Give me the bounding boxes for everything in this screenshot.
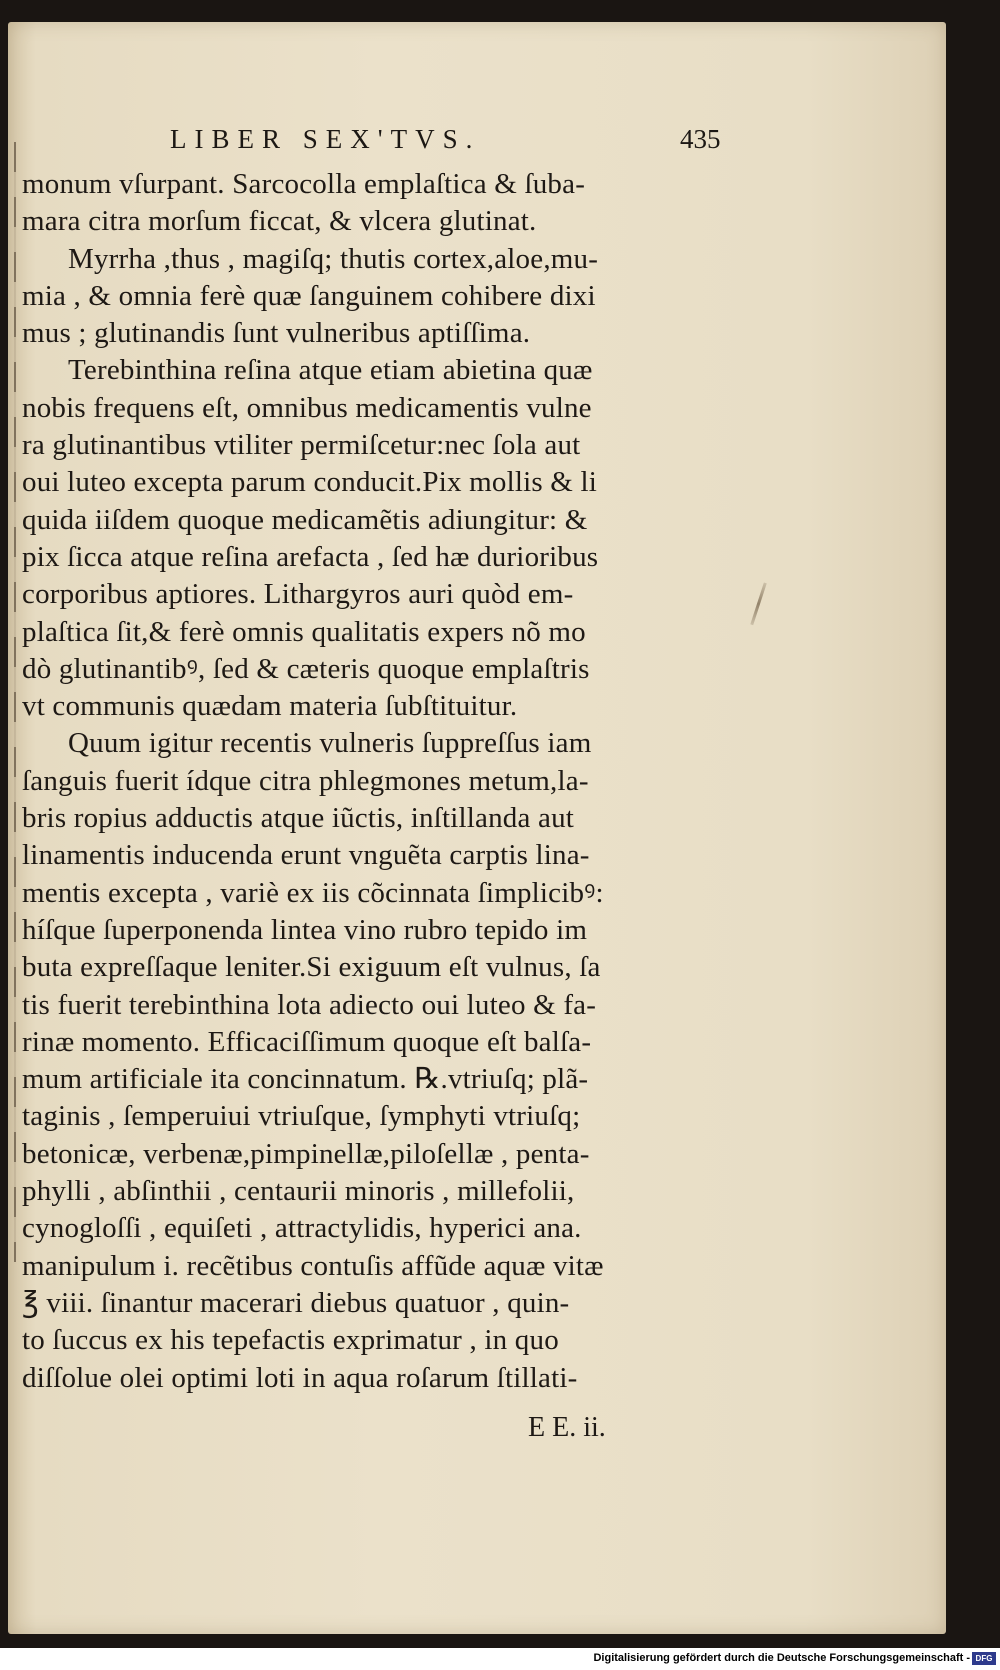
page-header xyxy=(170,124,770,164)
text-line: plaſtica ſit,& ferè omnis qualitatis expers nõ mo xyxy=(22,615,586,648)
text-line: linamentis inducenda erunt vnguẽta carptis lina- xyxy=(22,839,590,872)
text-line: buta expreſſaque leniter.Si exiguum eſt vulnus, ſa xyxy=(22,951,601,984)
funding-credit: Digitalisierung gefördert durch die Deutsche Forschungsgemeinschaft - xyxy=(593,1652,970,1664)
text-line: manipulum i. recẽtibus contuſis affũde aquæ vitæ xyxy=(22,1249,604,1282)
text-line: mus ; glutinandis ſunt vulneribus aptiſſima. xyxy=(22,317,531,350)
text-line: betonicæ, verbenæ,pimpinellæ,piloſellæ , penta- xyxy=(22,1137,590,1170)
text-line: ſanguis fuerit ídque citra phlegmones metum,la- xyxy=(22,764,589,797)
text-line: monum vſurpant. Sarcocolla emplaſtica & ſuba- xyxy=(22,168,586,200)
footer-bar xyxy=(0,1648,1000,1670)
text-line: phylli , abſinthii , centaurii minoris , millefolii, xyxy=(22,1175,575,1208)
text-line: Quum igitur recentis vulneris ſuppreſſus iam xyxy=(68,727,592,760)
text-line: mentis excepta , variè ex iis cõcinnata ſimplicibꝰ: xyxy=(22,876,604,909)
page-number: 435 xyxy=(680,124,721,154)
text-line: rinæ momento. Efficaciſſimum quoque eſt balſa- xyxy=(22,1025,592,1058)
text-line: nobis frequens eſt, omnibus medicamentis vulne xyxy=(22,391,592,424)
text-line: Terebinthina reſina atque etiam abietina quæ xyxy=(68,354,593,387)
text-line: tis fuerit terebinthina lota adiecto oui luteo & fa- xyxy=(22,988,597,1021)
text-line: híſque ſuperponenda lintea vino rubro tepido im xyxy=(22,913,588,946)
text-line: cynogloſſi , equiſeti , attractylidis, hyperici ana. xyxy=(22,1212,582,1245)
text-line: dò glutinantibꝰ, ſed & cæteris quoque emplaſtris xyxy=(22,652,590,685)
dfg-logo-icon[interactable]: DFG xyxy=(972,1652,996,1665)
text-line: to ſuccus ex his tepefactis exprimatur , in quo xyxy=(22,1324,559,1357)
text-line: mum artificiale ita concinnatum. ℞.vtriuſq; plã- xyxy=(22,1063,589,1096)
body-text xyxy=(22,166,762,1397)
text-line: vt communis quædam materia ſubſtituitur. xyxy=(22,690,518,723)
text-line: diſſolue olei optimi loti in aqua roſarum ſtillati- xyxy=(22,1361,578,1394)
text-line: mara citra morſum ficcat, & vlcera glutinat. xyxy=(22,205,537,238)
text-line: pix ſicca atque reſina arefacta , ſed hæ durioribus xyxy=(22,540,599,573)
text-line: taginis , ſemperuiui vtriuſque, ſymphyti vtriuſq; xyxy=(22,1100,581,1133)
book-page xyxy=(8,22,946,1634)
text-line: oui luteo excepta parum conducit.Pix mollis & li xyxy=(22,466,598,499)
text-line: ra glutinantibus vtiliter permiſcetur:nec ſola aut xyxy=(22,429,581,462)
text-line: mia , & omnia ferè quæ ſanguinem cohibere dixi xyxy=(22,279,596,312)
text-line: quida iiſdem quoque medicamẽtis adiungitur: & xyxy=(22,503,588,536)
signature-mark: E E. ii. xyxy=(528,1412,606,1443)
text-line: Myrrha ,thus , magiſq; thutis cortex,aloe,mu- xyxy=(68,242,599,275)
running-head: LIBER SEX'TVS. xyxy=(170,124,481,154)
text-line: bris ropius adductis atque iũctis, inſtillanda aut xyxy=(22,802,575,835)
text-line: corporibus aptiores. Lithargyros auri quòd em- xyxy=(22,578,574,611)
text-line: ℥ viii. ſinantur macerari diebus quatuor , quin- xyxy=(22,1286,570,1319)
gutter-shadow xyxy=(14,142,16,1262)
